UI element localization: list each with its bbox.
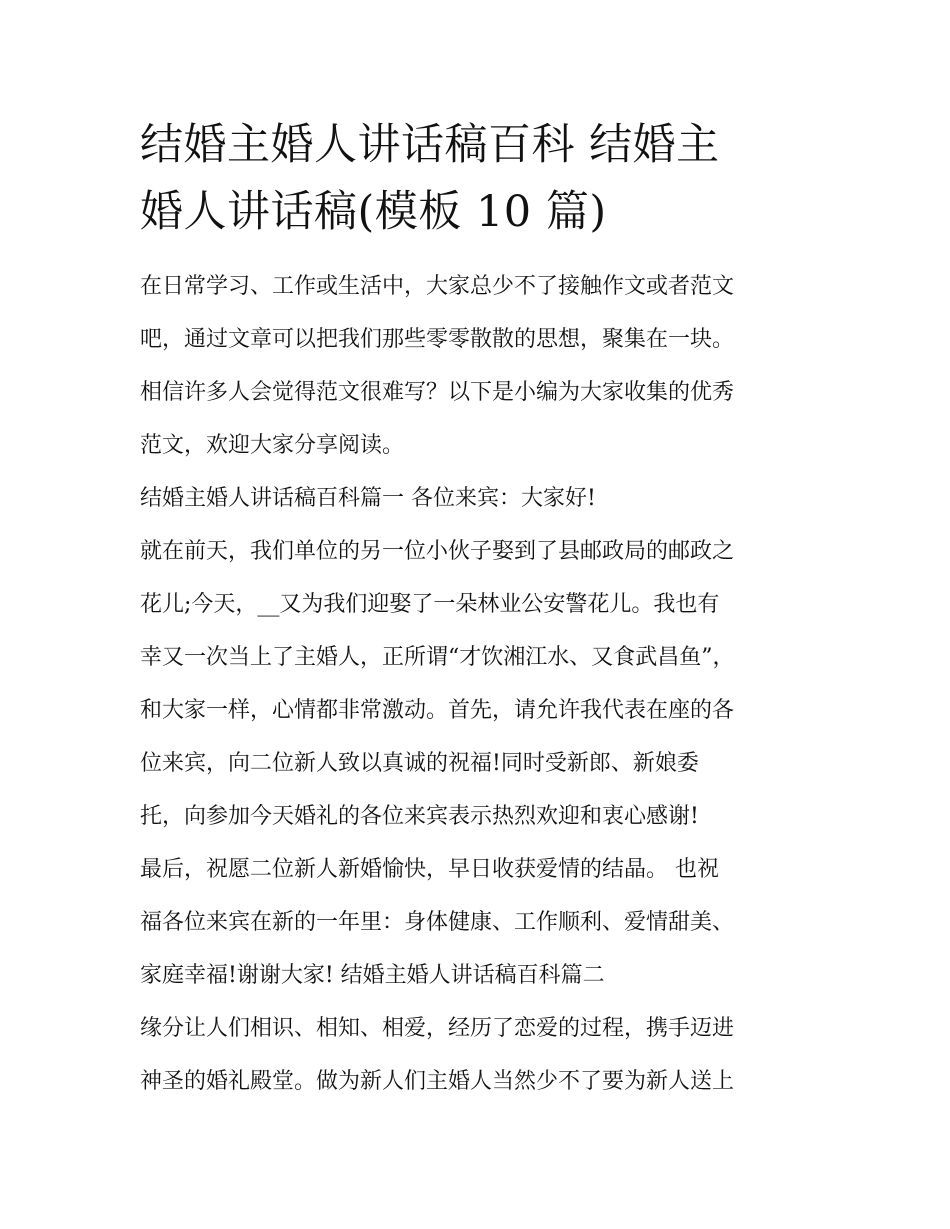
document-title bbox=[140, 112, 820, 246]
body-line: 位来宾，向二位新人致以真诚的祝福!同时受新郎、新娘委 bbox=[140, 751, 699, 776]
body-line: 福各位来宾在新的一年里：身体健康、工作顺利、爱情甜美、 bbox=[140, 910, 735, 935]
body-line: 在日常学习、工作或生活中，大家总少不了接触作文或者范文 bbox=[140, 274, 735, 299]
title-line: 婚人讲话稿(模板 10 篇) bbox=[140, 187, 607, 237]
body-line: 家庭幸福!谢谢大家! 结婚主婚人讲话稿百科篇二 bbox=[140, 963, 605, 988]
document-body bbox=[140, 260, 820, 1108]
body-line: 幸又一次当上了主婚人，正所谓“才饮湘江水、又食武昌鱼”， bbox=[140, 645, 735, 670]
body-line: 花儿;今天，__又为我们迎娶了一朵林业公安警花儿。我也有 bbox=[140, 592, 720, 617]
body-line: 相信许多人会觉得范文很难写？以下是小编为大家收集的优秀 bbox=[140, 380, 735, 405]
body-line: 吧，通过文章可以把我们那些零零散散的思想，聚集在一块。 bbox=[140, 327, 735, 352]
body-line: 托，向参加今天婚礼的各位来宾表示热烈欢迎和衷心感谢! bbox=[140, 804, 699, 829]
body-line: 神圣的婚礼殿堂。做为新人们主婚人当然少不了要为新人送上 bbox=[140, 1069, 735, 1094]
body-line: 就在前天，我们单位的另一位小伙子娶到了县邮政局的邮政之 bbox=[140, 539, 735, 564]
document-page bbox=[140, 112, 820, 1108]
body-line: 和大家一样，心情都非常激动。首先，请允许我代表在座的各 bbox=[140, 698, 735, 723]
title-line: 结婚主婚人讲话稿百科 结婚主 bbox=[140, 120, 720, 170]
body-line: 最后，祝愿二位新人新婚愉快，早日收获爱情的结晶。 也祝 bbox=[140, 857, 719, 882]
body-line: 缘分让人们相识、相知、相爱，经历了恋爱的过程，携手迈进 bbox=[140, 1016, 735, 1041]
section-heading-line: 结婚主婚人讲话稿百科篇一 各位来宾：大家好! bbox=[140, 486, 596, 511]
body-line: 范文，欢迎大家分享阅读。 bbox=[140, 433, 405, 458]
